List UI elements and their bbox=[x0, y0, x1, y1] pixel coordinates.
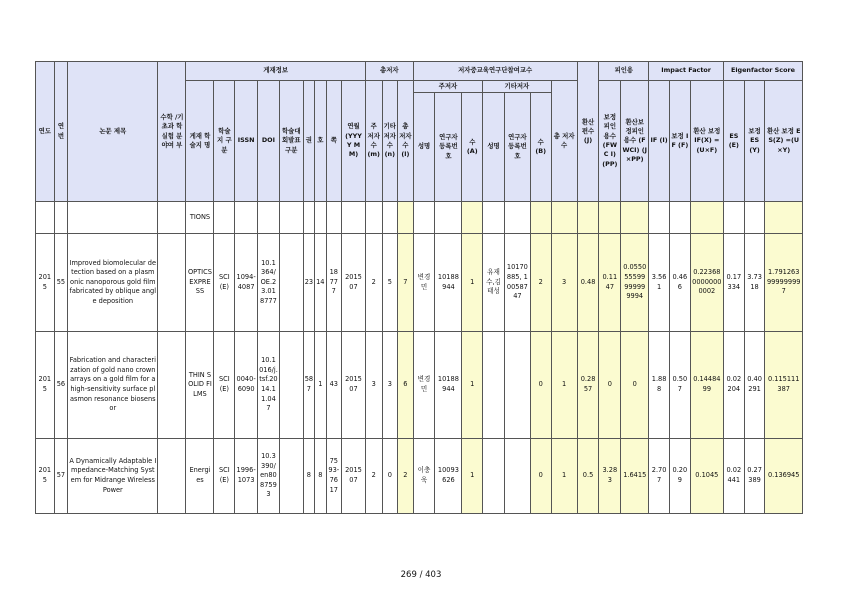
header-cnt-b: 수 (B) bbox=[530, 93, 551, 202]
cell-j: 0.2857 bbox=[577, 332, 599, 439]
header-impact: Impact Factor bbox=[649, 62, 724, 81]
cell-f: 0.466 bbox=[669, 234, 690, 332]
header-index: 학술 지 구 분 bbox=[214, 81, 235, 202]
cell-issue: 1 bbox=[315, 332, 326, 439]
cell-num: 57 bbox=[54, 439, 67, 514]
header-main-author: 주 저자 수 (m) bbox=[365, 81, 382, 202]
header-ifclass: 학술대 회발표 구분 bbox=[279, 81, 303, 202]
cell-y: 3.7318 bbox=[744, 234, 765, 332]
cell-name2 bbox=[483, 439, 505, 514]
cell-name1: 이충욱 bbox=[413, 439, 435, 514]
cell-name2: 유재수,김태성 bbox=[483, 234, 505, 332]
header-pub-info: 게재정보 bbox=[186, 62, 365, 81]
cell-a: 1 bbox=[462, 332, 483, 439]
cell-year: 2015 bbox=[36, 439, 55, 514]
cell-title: Improved biomolecular detection based on a plasmonic nanoporous gold film fabricated by oblique angle deposition bbox=[68, 234, 158, 332]
cell-pp: 0 bbox=[599, 332, 621, 439]
cell-b: 0 bbox=[530, 439, 551, 514]
header-faculty: 저자중교육연구단참여교수 bbox=[413, 62, 577, 81]
header-vol: 권 bbox=[303, 81, 314, 202]
cell-l: 2 bbox=[398, 439, 414, 514]
header-title: 논문 제목 bbox=[68, 62, 158, 202]
cell-name1: 변경민 bbox=[413, 234, 435, 332]
cell-math bbox=[158, 439, 186, 514]
header-es: ES (E) bbox=[723, 81, 744, 202]
header-math: 수학 /기초과 학실험 분야여 부 bbox=[158, 62, 186, 202]
header-other-sub: 기타저자 bbox=[483, 81, 551, 93]
header-other-author: 기타 저자 수 (n) bbox=[382, 81, 398, 202]
cell-journal: Energies bbox=[186, 439, 214, 514]
cell-j: 0.5 bbox=[577, 439, 599, 514]
header-es-adj: 보정 ES (Y) bbox=[744, 81, 765, 202]
header-issue: 호 bbox=[315, 81, 326, 202]
cell-jpp: 1.6415 bbox=[621, 439, 649, 514]
cell-f: 0.507 bbox=[669, 332, 690, 439]
cell-date: 201507 bbox=[342, 439, 366, 514]
header-es-conv: 환산 보정 ES(Z) =(U×Y) bbox=[765, 81, 803, 202]
cell-page: 7593-7617 bbox=[326, 439, 342, 514]
cell-reg1: 10188944 bbox=[435, 234, 462, 332]
cell-pp: 3.283 bbox=[599, 439, 621, 514]
cell-x: 0.2236800000000002 bbox=[690, 234, 723, 332]
cell-i: 2.707 bbox=[649, 439, 670, 514]
header-if-adj: 보정 IF (F) bbox=[669, 81, 690, 202]
cell-index: SCI(E) bbox=[214, 234, 235, 332]
cell-reg2 bbox=[504, 332, 530, 439]
cell-x: 0.1045 bbox=[690, 439, 723, 514]
header-year: 연도 bbox=[36, 62, 55, 202]
cell-index: SCI(E) bbox=[214, 439, 235, 514]
cell-doi: 10.3390/en8087593 bbox=[258, 439, 280, 514]
cell-e: 0.02441 bbox=[723, 439, 744, 514]
cell-doi: 10.1016/j.tsf.2014.11.047 bbox=[258, 332, 280, 439]
cell-e: 0.02204 bbox=[723, 332, 744, 439]
header-total-people: 총 저자 수 bbox=[551, 81, 577, 202]
cell-page: 18777 bbox=[326, 234, 342, 332]
cell-y: 0.27389 bbox=[744, 439, 765, 514]
cell-journal: TIONS bbox=[186, 202, 214, 234]
header-conv: 환산 편수 (J) bbox=[577, 62, 599, 202]
cell-num: 55 bbox=[54, 234, 67, 332]
cell-j: 0.48 bbox=[577, 234, 599, 332]
cell-a: 1 bbox=[462, 234, 483, 332]
cell-total: 1 bbox=[551, 439, 577, 514]
cell-n: 5 bbox=[382, 234, 398, 332]
cell-name2 bbox=[483, 332, 505, 439]
header-num: 연번 bbox=[54, 62, 67, 202]
cell-l: 7 bbox=[398, 234, 414, 332]
cell-year: 2015 bbox=[36, 332, 55, 439]
cell-name1: 변경민 bbox=[413, 332, 435, 439]
header-journal: 게재 학술지 명 bbox=[186, 81, 214, 202]
table-row bbox=[36, 234, 803, 332]
header-if: IF (I) bbox=[649, 81, 670, 202]
cell-jpp: 0 bbox=[621, 332, 649, 439]
cell-total: 3 bbox=[551, 234, 577, 332]
header-page: 쪽 bbox=[326, 81, 342, 202]
cell-z: 1.791263999999997 bbox=[765, 234, 803, 332]
cell-z: 0.136945 bbox=[765, 439, 803, 514]
cell-issue: 8 bbox=[315, 439, 326, 514]
cell-l: 6 bbox=[398, 332, 414, 439]
cell-doi: 10.1364/OE.23.018777 bbox=[258, 234, 280, 332]
header-citation: 피인용 bbox=[599, 62, 649, 81]
table-row bbox=[36, 332, 803, 439]
cell-m: 2 bbox=[365, 234, 382, 332]
header-name1: 성명 bbox=[413, 93, 435, 202]
header-reg2: 연구자 등록번 호 bbox=[504, 93, 530, 202]
cell-vol: 8 bbox=[303, 439, 314, 514]
cell-y: 0.40291 bbox=[744, 332, 765, 439]
cell-vol: 23 bbox=[303, 234, 314, 332]
cell-f: 0.209 bbox=[669, 439, 690, 514]
header-fwci: 보정 피인 용수 (FWC I) (PP) bbox=[599, 81, 621, 202]
cell-num: 56 bbox=[54, 332, 67, 439]
cell-a: 1 bbox=[462, 439, 483, 514]
cell-b: 2 bbox=[530, 234, 551, 332]
cell-total: 1 bbox=[551, 332, 577, 439]
cell-reg2: 10170885, 10058747 bbox=[504, 234, 530, 332]
header-fwci-conv: 환산보 정피인 용수 (FWCI) (J×PP) bbox=[621, 81, 649, 202]
cell-issue: 14 bbox=[315, 234, 326, 332]
cell-x: 0.1448499 bbox=[690, 332, 723, 439]
cell-ifclass bbox=[279, 439, 303, 514]
header-date: 연월 (YYYY MM) bbox=[342, 81, 366, 202]
cell-b: 0 bbox=[530, 332, 551, 439]
cell-n: 3 bbox=[382, 332, 398, 439]
cell-date: 201507 bbox=[342, 332, 366, 439]
header-issn: ISSN bbox=[235, 81, 258, 202]
carry-row bbox=[36, 202, 803, 234]
table-row bbox=[36, 439, 803, 514]
cell-m: 2 bbox=[365, 439, 382, 514]
header-cnt-a: 수 (A) bbox=[462, 93, 483, 202]
cell-journal: THIN SOLID FILMS bbox=[186, 332, 214, 439]
cell-issn: 1094-4087 bbox=[235, 234, 258, 332]
cell-journal: OPTICS EXPRESS bbox=[186, 234, 214, 332]
cell-year: 2015 bbox=[36, 234, 55, 332]
cell-title: A Dynamically Adaptable Impedance-Matching System for Midrange Wireless Power bbox=[68, 439, 158, 514]
header-main-sub: 주저자 bbox=[413, 81, 483, 93]
cell-reg2 bbox=[504, 439, 530, 514]
cell-reg1: 10093626 bbox=[435, 439, 462, 514]
header-doi: DOI bbox=[258, 81, 280, 202]
cell-issn: 1996-1073 bbox=[235, 439, 258, 514]
cell-title: Fabrication and characterization of gold nano crown arrays on a gold film for a high-sensitivity surface plasmon resonance biosensor bbox=[68, 332, 158, 439]
header-reg1: 연구자 등록번 호 bbox=[435, 93, 462, 202]
cell-math bbox=[158, 332, 186, 439]
cell-n: 0 bbox=[382, 439, 398, 514]
cell-date: 201507 bbox=[342, 234, 366, 332]
cell-index: SCI(E) bbox=[214, 332, 235, 439]
cell-vol: 587 bbox=[303, 332, 314, 439]
cell-reg1: 10188944 bbox=[435, 332, 462, 439]
cell-ifclass bbox=[279, 332, 303, 439]
cell-pp: 0.1147 bbox=[599, 234, 621, 332]
research-paper-table bbox=[35, 61, 803, 514]
cell-z: 0.115111387 bbox=[765, 332, 803, 439]
cell-e: 0.17334 bbox=[723, 234, 744, 332]
cell-math bbox=[158, 234, 186, 332]
cell-i: 3.561 bbox=[649, 234, 670, 332]
cell-issn: 0040-6090 bbox=[235, 332, 258, 439]
cell-jpp: 0.055055599999999994 bbox=[621, 234, 649, 332]
cell-ifclass bbox=[279, 234, 303, 332]
page-number: 269 / 403 bbox=[400, 570, 442, 580]
header-if-conv: 환산 보정 IF(X) = (U×F) bbox=[690, 81, 723, 202]
cell-m: 3 bbox=[365, 332, 382, 439]
header-authors: 총저자 bbox=[365, 62, 413, 81]
cell-page: 43 bbox=[326, 332, 342, 439]
header-total-author: 총 저자 수 (l) bbox=[398, 81, 414, 202]
cell-i: 1.888 bbox=[649, 332, 670, 439]
header-name2: 성명 bbox=[483, 93, 505, 202]
header-eigen: Eigenfactor Score bbox=[723, 62, 802, 81]
